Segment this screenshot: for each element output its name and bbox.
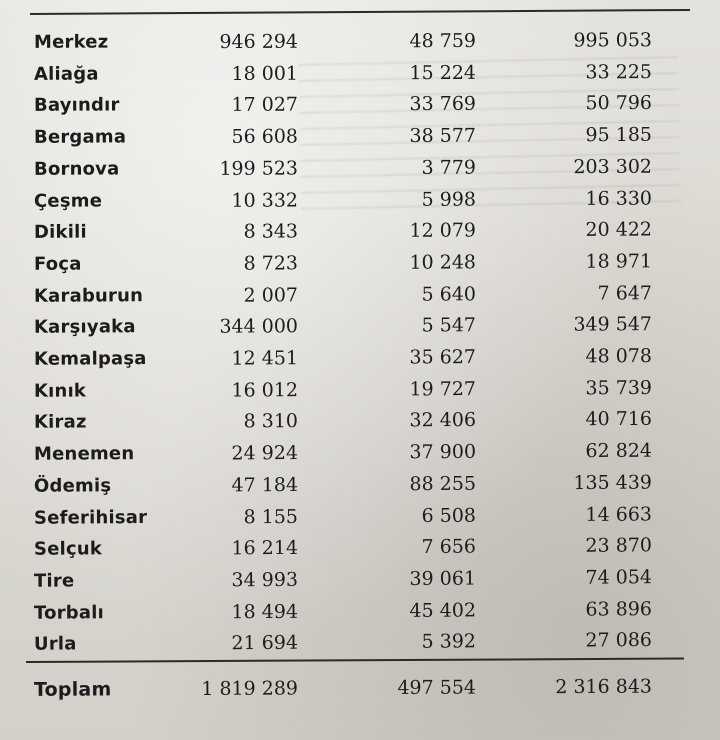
district-name: Karşıyaka (33, 316, 136, 339)
value-col1: 16 214 (231, 537, 299, 560)
value-col2: 39 061 (409, 567, 477, 590)
district-name: Merkez (33, 31, 109, 53)
table-row (0, 372, 720, 407)
table-row (0, 593, 720, 628)
table-row (0, 246, 720, 280)
value-col3: 20 422 (585, 218, 653, 242)
value-col3: 135 439 (573, 471, 653, 494)
district-name: Menemen (33, 443, 135, 465)
value-col2: 12 079 (409, 219, 477, 242)
value-col3: 63 896 (585, 597, 653, 621)
table-row (0, 404, 720, 439)
total-label: Toplam (33, 678, 112, 701)
value-col3: 35 739 (585, 376, 653, 400)
table-row (0, 183, 720, 217)
table-row (0, 498, 720, 533)
district-name: Kiraz (33, 411, 87, 434)
value-col2: 88 255 (409, 472, 477, 496)
value-col2: 37 900 (409, 440, 477, 464)
value-col3: 74 054 (585, 566, 653, 589)
value-col1: 12 451 (231, 347, 299, 370)
district-name: Karaburun (33, 284, 144, 307)
table-row (0, 467, 720, 502)
value-col3: 23 870 (585, 534, 653, 557)
district-name: Aliağa (33, 63, 99, 85)
value-col1: 8 310 (243, 410, 299, 433)
district-name: Bayındır (33, 94, 120, 117)
table-row (0, 214, 720, 248)
value-col3: 95 185 (585, 123, 653, 147)
table-row (0, 151, 720, 185)
value-col2: 35 627 (409, 346, 477, 369)
value-col3: 7 647 (597, 281, 653, 305)
table-row (0, 25, 720, 58)
value-col2: 6 508 (421, 504, 477, 527)
table-row (0, 277, 720, 311)
district-name: Dikili (33, 221, 87, 244)
value-col2: 45 402 (409, 599, 477, 622)
table-row (0, 341, 720, 375)
value-col3: 349 547 (573, 313, 653, 336)
district-name: Tire (33, 570, 75, 592)
table-row (0, 120, 720, 154)
value-col1: 8 343 (243, 220, 299, 243)
district-name: Seferihisar (33, 506, 148, 529)
value-col2: 38 577 (409, 124, 477, 148)
value-col2: 33 769 (409, 93, 477, 116)
value-col1: 946 294 (219, 30, 299, 54)
value-col1: 344 000 (219, 315, 299, 338)
value-col1: 8 723 (243, 252, 299, 275)
value-col3: 18 971 (585, 250, 653, 273)
value-col3: 62 824 (585, 439, 653, 463)
value-col3: 203 302 (573, 155, 653, 178)
value-col1: 16 012 (231, 378, 299, 402)
value-col3: 50 796 (585, 92, 653, 115)
value-col2: 32 406 (409, 409, 477, 432)
district-name: Bornova (33, 158, 120, 180)
value-col2: 10 248 (409, 251, 477, 274)
value-col3: 48 078 (585, 345, 653, 368)
value-col1: 17 027 (231, 93, 299, 117)
table-row (0, 562, 720, 597)
value-col1: 47 184 (231, 473, 299, 497)
district-name: Çeşme (33, 189, 103, 212)
total-value-col3: 2 316 843 (555, 675, 653, 699)
value-col1: 10 332 (231, 188, 299, 212)
district-name: Kınık (33, 380, 87, 402)
value-col2: 3 779 (421, 156, 477, 179)
value-col1: 24 924 (231, 442, 299, 465)
value-col1: 18 001 (231, 62, 299, 85)
district-name: Foça (33, 253, 82, 275)
value-col1: 199 523 (219, 157, 299, 180)
district-name: Bergama (33, 126, 127, 148)
table-row (0, 56, 720, 89)
value-col2: 19 727 (409, 377, 477, 401)
value-col2: 7 656 (421, 535, 477, 559)
district-name: Ödemiş (33, 475, 112, 497)
total-row (0, 671, 720, 705)
table-row (0, 309, 720, 343)
value-col2: 5 640 (421, 282, 477, 306)
value-col1: 2 007 (243, 283, 299, 307)
value-col2: 48 759 (409, 29, 477, 53)
value-col3: 33 225 (585, 60, 653, 84)
value-col1: 18 494 (231, 600, 299, 623)
value-col1: 56 608 (231, 125, 299, 148)
district-name: Kemalpaşa (33, 348, 147, 370)
value-col2: 5 547 (421, 314, 477, 337)
value-col3: 995 053 (573, 29, 653, 52)
total-value-col1: 1 819 289 (201, 677, 299, 700)
table-row (0, 435, 720, 470)
value-col2: 5 998 (421, 188, 477, 211)
table-row (0, 88, 720, 121)
value-col1: 34 993 (231, 568, 299, 592)
value-col2: 15 224 (409, 61, 477, 84)
value-col2: 5 392 (421, 630, 477, 654)
table-row (0, 625, 720, 661)
value-col1: 8 155 (243, 505, 299, 528)
total-value-col2: 497 554 (397, 676, 477, 699)
district-name: Torbalı (33, 601, 104, 624)
value-col3: 14 663 (585, 502, 653, 526)
table-row (0, 530, 720, 565)
value-col3: 40 716 (585, 408, 653, 431)
table-top-rule (30, 9, 690, 15)
value-col3: 16 330 (585, 187, 653, 210)
value-col1: 21 694 (231, 632, 299, 655)
value-col3: 27 086 (585, 629, 653, 652)
district-name: Urla (33, 633, 77, 656)
district-name: Selçuk (33, 538, 103, 560)
